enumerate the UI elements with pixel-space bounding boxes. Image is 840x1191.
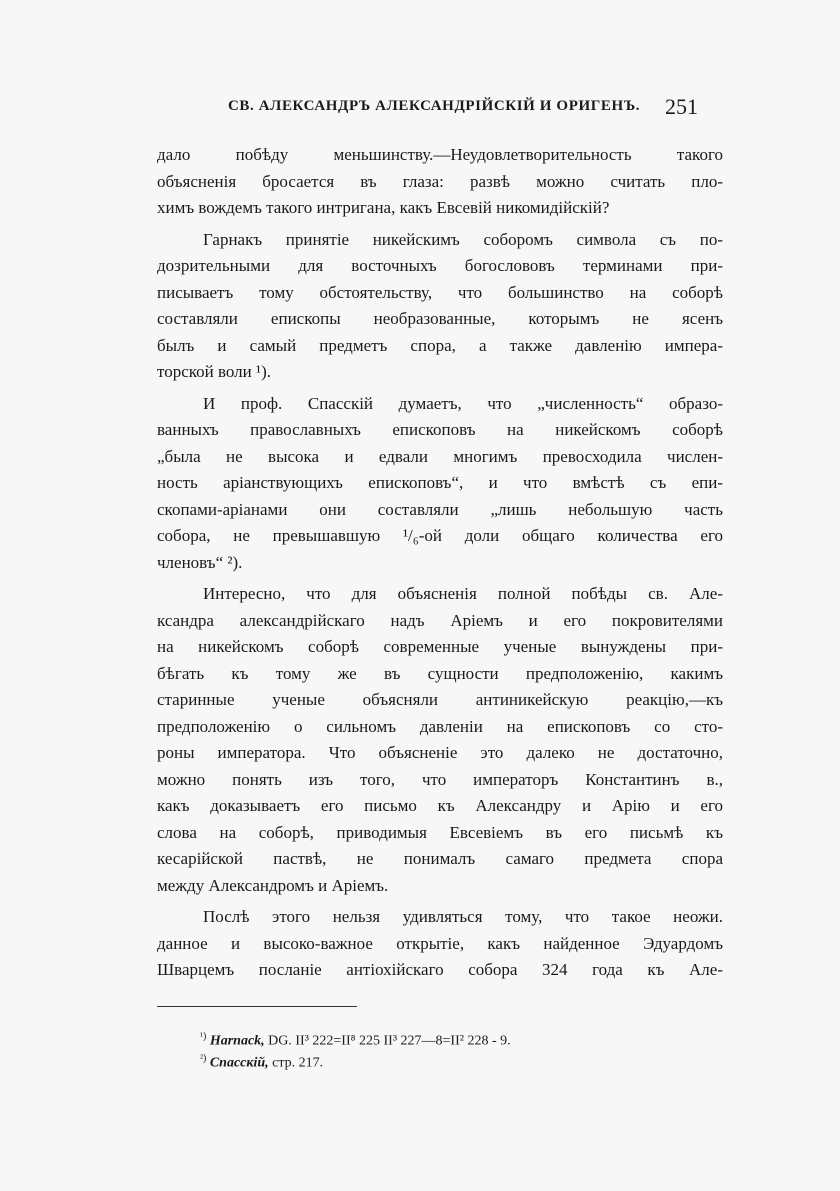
footnote-author: Harnack, — [209, 1033, 265, 1049]
text-line: Интересно, что для объясненія полной побѣды св. Але- — [203, 584, 723, 603]
footnote-text: стр. 217. — [272, 1055, 324, 1071]
text-line: дало побѣду меньшинству.—Неудовлетворительность такого — [157, 145, 723, 164]
text-line: ванныхъ православныхъ епископовъ на никейскомъ соборѣ — [157, 420, 723, 439]
text-line: Гарнакъ принятіе никейскимъ соборомъ символа съ по- — [203, 229, 723, 249]
text-line: торской воли ¹). — [157, 362, 272, 381]
text-line: ксандра александрійскаго надъ Аріемъ и его покровителями — [157, 610, 723, 630]
text-line: собора, не превышавшую ¹/₆-ой доли общаго количества его — [157, 526, 723, 545]
page-number: 251 — [665, 94, 698, 119]
text-line: можно понять изъ того, что императоръ Константинъ в., — [157, 769, 723, 789]
page-header — [228, 94, 698, 126]
footnotes — [200, 1026, 680, 1070]
footnote-text: DG. II³ 222=II⁸ 225 II³ 227—8=II² 228 - 9. — [268, 1033, 511, 1049]
text-line: ность аріанствующихъ епископовъ“, и что вмѣстѣ съ епи- — [157, 473, 723, 492]
text-line: данное и высоко-важное открытіе, какъ найденное Эдуардомъ — [157, 933, 723, 953]
text-line: „была не высока и едвали многимъ превосходила числен- — [157, 446, 723, 466]
text-line: старинные ученые объясняли антиникейскую реакцію,—къ — [157, 690, 723, 709]
text-line: на никейскомъ соборѣ современные ученые вынуждены при- — [157, 637, 723, 656]
text-line: писываетъ тому обстоятельству, что большинство на соборѣ — [157, 282, 723, 302]
footnote-1 — [200, 1026, 680, 1048]
text-line: дозрительными для восточныхъ богослововъ терминами при- — [157, 256, 723, 275]
footnote-2 — [200, 1048, 680, 1070]
text-line: химъ вождемъ такого интригана, какъ Евсевій никомидійскій? — [157, 198, 610, 217]
running-title: СВ. АЛЕКСАНДРЪ АЛЕКСАНДРІЙСКІЙ И ОРИГЕНЪ. — [228, 98, 641, 114]
text-line: роны императора. Что объясненіе это далеко не достаточно, — [157, 743, 723, 762]
text-line: былъ и самый предметъ спора, а также давленію импера- — [157, 335, 723, 355]
text-line: предположенію о сильномъ давленіи на епископовъ со сто- — [157, 716, 723, 736]
text-line: И проф. Спасскій думаетъ, что „численность“ образо- — [203, 393, 723, 413]
text-line: какъ доказываетъ его письмо къ Александру и Арію и его — [157, 796, 723, 815]
footnote-mark: ²) — [200, 1053, 207, 1064]
text-line: Шварцемъ посланіе антіохійскаго собора 324 года къ Але- — [157, 960, 723, 979]
text-line: составляли епископы необразованные, которымъ не ясенъ — [157, 309, 723, 328]
text-line: членовъ“ ²). — [157, 552, 243, 572]
text-line: кесарійской паствѣ, не понималъ самаго предмета спора — [157, 849, 723, 868]
text-line: между Александромъ и Аріемъ. — [157, 875, 389, 895]
text-line: скопами-аріанами они составляли „лишь небольшую часть — [157, 499, 723, 519]
text-line: слова на соборѣ, приводимыя Евсевіемъ въ его письмѣ къ — [157, 822, 723, 842]
text-line: бѣгать къ тому же въ сущности предположенію, какимъ — [157, 663, 723, 683]
footnote-author: Спасскій, — [209, 1055, 269, 1071]
footnote-divider — [157, 1006, 357, 1007]
main-text — [157, 142, 723, 984]
footnote-mark: ¹) — [200, 1031, 207, 1042]
text-line: объясненія бросается въ глаза: развѣ можно считать пло- — [157, 171, 723, 191]
text-line: Послѣ этого нельзя удивляться тому, что такое неожи. — [203, 907, 723, 926]
